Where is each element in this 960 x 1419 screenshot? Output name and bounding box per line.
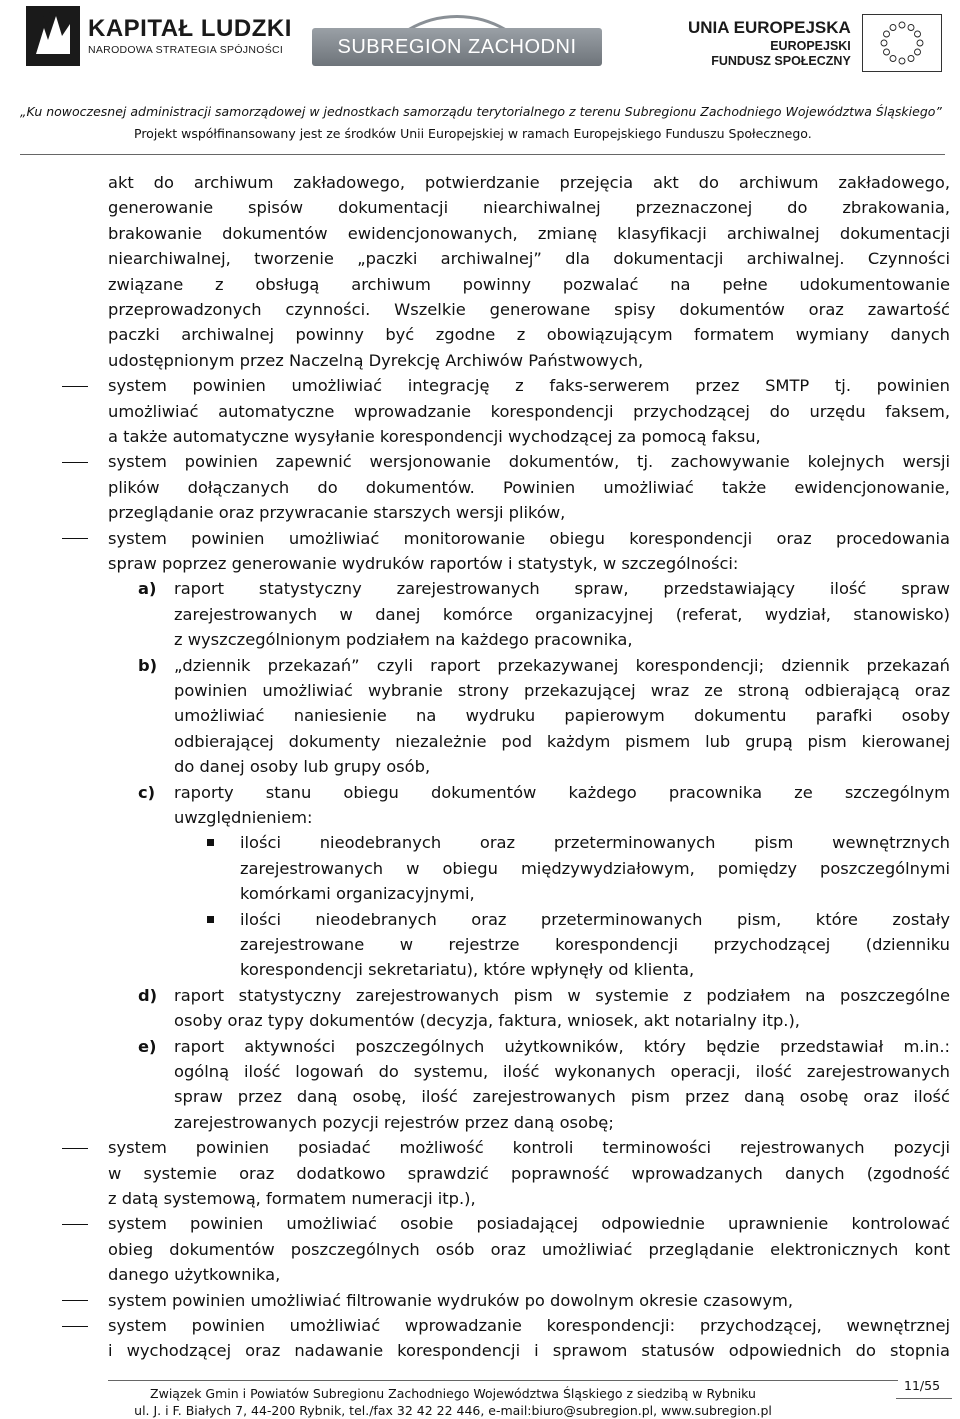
project-title-italic: „Ku nowoczesnej administracji samorządowej w jednostkach samorządu terytorialnego z terenu Subregionu Zachodniego Województwa Śląskiego” [20,104,942,119]
body-line: raport aktywności poszczególnych użytkowników, który będzie przedstawiał m.in.: [174,1036,950,1056]
body-line: do danej osoby lub grupy osób, [174,757,431,777]
body-line: system powinien zapewnić wersjonowanie dokumentów, tj. zachowywanie kolejnych wersji [108,452,950,472]
body-line: niearchiwalnej, tworzenie „paczki archiwalnej” dla dokumentacji archiwalnej. Czynności [108,249,950,269]
body-line: spraw przez daną osobę, ilość zarejestrowanych pism przez daną osobę oraz ilość [174,1087,950,1107]
page-header [0,0,960,160]
body-line: raport statystyczny zarejestrowanych spraw, przedstawiający ilość spraw [174,579,950,599]
body-line: system powinien umożliwiać integrację z faks-serwerem przez SMTP tj. powinien [108,376,950,396]
body-line: system powinien umożliwiać filtrowanie wydruków po dowolnym okresie czasowym, [108,1290,793,1310]
dash-bullet-icon [62,462,88,463]
body-line: udostępnionym przez Naczelną Dyrekcję Archiwów Państwowych, [108,350,644,370]
body-line: związane z obsługą archiwum powinny pozwalać na pełne udokumentowanie [108,274,950,294]
dash-bullet-icon [62,1148,88,1149]
body-line: ilości nieodebranych oraz przeterminowanych pism wewnętrznych [240,833,950,853]
kapital-ludzki-subtitle: NARODOWA STRATEGIA SPÓJNOŚCI [88,44,284,56]
body-line: zarejestrowanych w obiegu międzywydziałowym, pomiędzy poszczególnymi [240,858,950,878]
body-line: osoby oraz typy dokumentów (decyzja, faktura, wniosek, akt notarialny itp.), [174,1011,800,1031]
body-line: system powinien posiadać możliwość kontroli terminowości rejestrowanych pozycji [108,1138,950,1158]
body-line: odbierającej dokumenty niezależnie pod każdym pismem lub grupą pism kierowanej [174,731,950,751]
square-bullet-icon [207,839,214,846]
body-line: akt do archiwum zakładowego, potwierdzanie przejęcia akt do archiwum zakładowego, [108,173,950,192]
header-divider [20,154,945,155]
footer-divider [108,1380,898,1381]
list-label: a) [138,579,157,599]
body-line: generowanie spisów dokumentacji niearchiwalnej przeznaczonej do zbrakowania, [108,198,950,218]
body-line: raporty stanu obiegu dokumentów każdego pracownika ze szczególnym [174,782,950,802]
subregion-zachodni-logo [312,10,602,74]
body-line: z datą systemową, formatem numeracji itp.), [108,1189,476,1208]
body-line: ilości nieodebranych oraz przeterminowanych pism, które zostały [240,909,950,929]
body-line: plików dołączanych do dokumentów. Powinien umożliwiać także ewidencjonowanie, [108,477,950,497]
body-line: a także automatyczne wysyłanie korespondencji wychodzącej za pomocą faksu, [108,427,761,446]
list-label: d) [138,985,158,1005]
body-line: w systemie oraz dodatkowo sprawdzić poprawność wprowadzanych danych (zgodność [108,1163,950,1183]
kapital-ludzki-mark-icon [26,6,80,66]
square-bullet-icon [207,916,214,923]
eu-flag-icon [862,14,942,72]
ue-logo-text [688,18,851,68]
dash-bullet-icon [62,1300,88,1301]
kapital-ludzki-logo [26,6,292,66]
dash-bullet-icon [62,538,88,539]
body-line: „dziennik przekazań” czyli raport przekazywanej korespondencji; dziennik przekazań [174,655,950,675]
body-line: przeglądanie oraz przywracanie starszych wersji plików, [108,503,566,523]
body-line: spraw poprzez generowanie wydruków raportów i statystyk, w szczególności: [108,554,739,573]
ue-line-3: FUNDUSZ SPOŁECZNY [711,54,851,68]
page-number-divider [896,1398,952,1399]
dash-bullet-icon [62,1224,88,1225]
subregion-title: SUBREGION ZACHODNI [337,36,577,58]
body-line: z wyszczególnionym podziałem na każdego pracownika, [174,630,633,650]
body-line: i wychodzącej oraz nadawanie korespondencji i sprawom statusów odpowiednich do stopnia [108,1341,950,1361]
body-line: zarejestrowanych w danej komórce organizacyjnej (referat, wydział, stanowisko) [174,604,950,624]
kapital-ludzki-title: KAPITAŁ LUDZKI [88,15,292,42]
project-cofinancing-note: Projekt współfinansowany jest ze środków Unii Europejskiej w ramach Europejskiego Funduszu Społecznego. [134,126,812,141]
body-line: system powinien umożliwiać osobie posiadającej odpowiednie uprawnienie kontrolować [108,1214,950,1234]
body-line: korespondencji sekretariatu), które wpłynęły od klienta, [240,960,695,980]
body-line: ogólną ilość logowań do systemu, ilość wykonanych operacji, ilość zarejestrowanych [174,1062,950,1081]
list-label: b) [138,655,158,675]
body-line: komórkami organizacyjnymi, [240,884,475,904]
body-line: danego użytkownika, [108,1265,281,1285]
page-number: 11/55 [904,1378,941,1393]
ue-line-1: UNIA EUROPEJSKA [688,18,851,37]
list-label: e) [138,1036,157,1056]
body-line: brakowanie dokumentów ewidencjonowanych, zmianę klasyfikacji archiwalnej dokumentacji [108,223,950,243]
body-line: paczki archiwalnej powinny być zgodne z obowiązującym formatem wymiany danych [108,325,950,345]
list-label: c) [138,782,156,802]
body-line: przeprowadzonych czynności. Wszelkie generowane spisy dokumentów oraz zawartość [108,300,950,319]
body-line: powinien umożliwiać wybranie strony przekazującej wraz ze stroną odbierającą oraz [174,681,950,700]
footer-organization: Związek Gmin i Powiatów Subregionu Zachodniego Województwa Śląskiego z siedzibą w Rybniku [150,1386,756,1401]
dash-bullet-icon [62,386,88,387]
body-line: uwzględnieniem: [174,808,313,827]
body-line: raport statystyczny zarejestrowanych pism w systemie z podziałem na poszczególne [174,985,950,1005]
body-line: obieg dokumentów poszczególnych osób oraz umożliwiać przeglądanie elektronicznych kont [108,1239,950,1259]
body-line: system powinien umożliwiać monitorowanie obiegu korespondencji oraz procedowania [108,528,950,548]
footer-contact: ul. J. i F. Białych 7, 44-200 Rybnik, tel./fax 32 42 22 446, e-mail:biuro@subregion.pl, www.subregion.pl [134,1403,772,1418]
body-line: umożliwiać automatyczne wprowadzanie korespondencji przychodzącej do urzędu faksem, [108,401,950,421]
body-line: zarejestrowanych pozycji rejestrów przez daną osobę; [174,1112,614,1132]
body-line: system powinien umożliwiać wprowadzanie korespondencji: przychodzącej, wewnętrznej [108,1316,950,1335]
ue-line-2: EUROPEJSKI [770,39,851,53]
body-line: umożliwiać naniesienie na wydruku papierowym dokumentu parafki osoby [174,706,950,726]
dash-bullet-icon [62,1326,88,1327]
body-line: zarejestrowane w rejestrze korespondencji przychodzącej (dzienniku [240,935,950,954]
